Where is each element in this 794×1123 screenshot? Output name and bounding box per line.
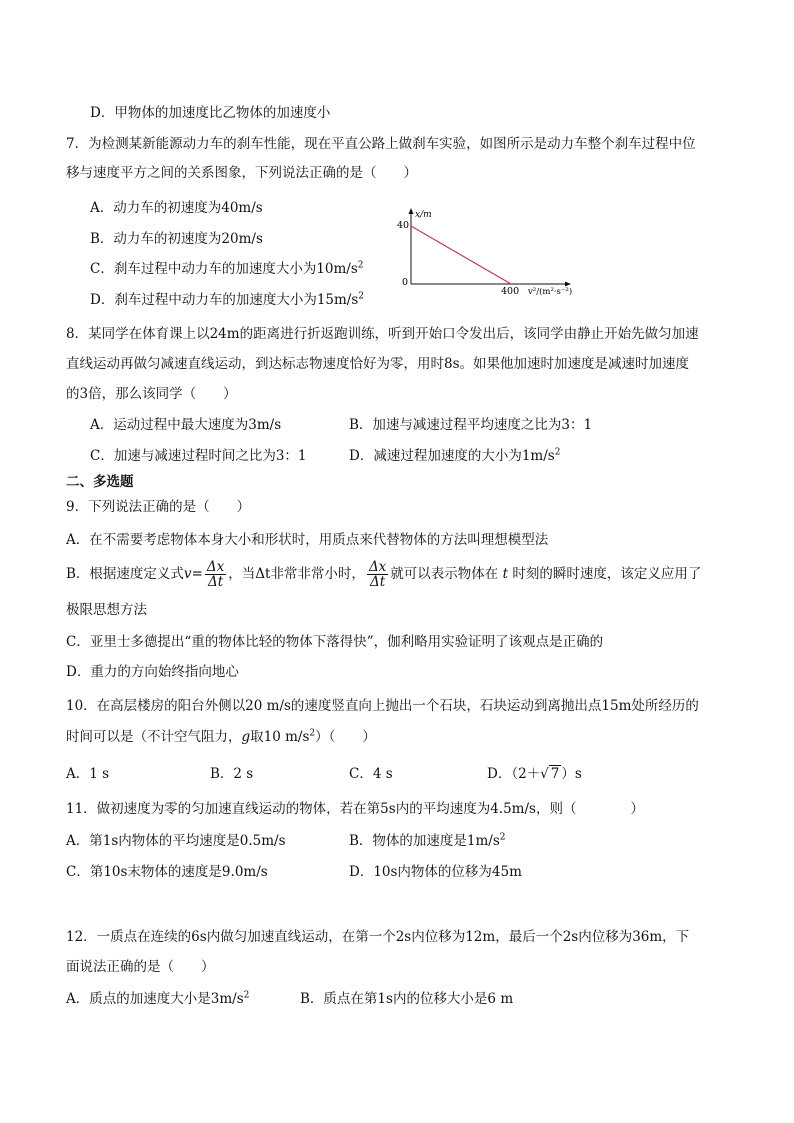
q11-stem: 11．做初速度为零的匀加速直线运动的物体，若在第5s内的平均速度为4.5m/s，则（ ） bbox=[66, 801, 644, 817]
y-axis-arrow bbox=[409, 208, 414, 214]
q11-option-b: B．物体的加速度是$1m/s^2$ bbox=[349, 832, 506, 849]
q10-option-c: C．4 s bbox=[349, 766, 393, 782]
q7-stem-line2: 移与速度平方之间的关系图象，下列说法正确的是（ ） bbox=[66, 165, 417, 181]
q9-option-b-line2: 极限思想方法 bbox=[66, 602, 147, 618]
q7-option-d: D．刹车过程中动力车的加速度大小为$15m/s^2$ bbox=[90, 291, 365, 308]
q10-stem-line2: 时间可以是（不计空气阻力，g取10 $m/s^2$）（ ） bbox=[66, 728, 376, 745]
q9-option-d: D．重力的方向始终指向地心 bbox=[66, 664, 239, 680]
x-tick-label: 400 bbox=[501, 286, 520, 297]
q8-stem-line1: 8．某同学在体育课上以24m的距离进行折返跑训练，听到开始口令发出后，该同学由静止开始先做匀加速 bbox=[66, 326, 699, 342]
q8-option-b: B．加速与减速过程平均速度之比为3：1 bbox=[349, 417, 593, 433]
q7-option-a: A．动力车的初速度为40m/s bbox=[90, 200, 263, 216]
q8-stem-line3: 的3倍，那么该同学（ ） bbox=[66, 386, 237, 402]
q9-option-c: C．亚里士多德提出“重的物体比轻的物体下落得快”，伽利略用实验证明了该观点是正确的 bbox=[66, 634, 604, 650]
q10-option-d: D．（2＋√ 7 ）s bbox=[487, 766, 582, 782]
q9-stem: 9．下列说法正确的是（ ） bbox=[66, 499, 251, 515]
q7-stem-line1: 7．为检测某新能源动力车的刹车性能，现在平直公路上做刹车实验，如图所示是动力车整个刹车过程中位 bbox=[66, 136, 696, 152]
instantaneous-velocity-fraction: $\frac{\Delta x}{\Delta t}$ bbox=[368, 559, 387, 590]
x-axis-arrow bbox=[565, 282, 571, 287]
q11-option-d: D．10s内物体的位移为45m bbox=[349, 864, 522, 880]
q8-option-c: C．加速与减速过程时间之比为3：1 bbox=[90, 448, 307, 464]
q10-stem-line1: 10．在高层楼房的阳台外侧以20 m/s的速度竖直向上抛出一个石块，石块运动到离抛出点15m处所经历的 bbox=[66, 698, 699, 714]
q12-stem-line2: 面说法正确的是（ ） bbox=[66, 959, 215, 975]
q7-option-c: C．刹车过程中动力车的加速度大小为$10m/s^2$ bbox=[90, 260, 364, 277]
x-axis-label: v²/(m²·s⁻²) bbox=[528, 287, 573, 297]
q8-stem-line2: 直线运动再做匀减速直线运动，到达标志物速度恰好为零，用时8s。如果他加速时加速度是减速时加速度 bbox=[66, 356, 690, 372]
q6-option-d: D．甲物体的加速度比乙物体的加速度小 bbox=[90, 105, 331, 121]
series-line bbox=[411, 226, 511, 284]
q10-option-b: B．2 s bbox=[210, 766, 254, 782]
q7-graph bbox=[395, 208, 595, 298]
q12-option-a: A．质点的加速度大小是$3m/s^2$ bbox=[66, 990, 250, 1007]
y-tick-label: 40 bbox=[397, 220, 410, 231]
q11-option-a: A．第1s内物体的平均速度是0.5m/s bbox=[66, 833, 286, 849]
q9-option-a: A．在不需要考虑物体本身大小和形状时，用质点来代替物体的方法叫理想模型法 bbox=[66, 532, 549, 548]
q12-option-b: B．质点在第1s内的位移大小是6 m bbox=[300, 991, 514, 1007]
q10-option-a: A．1 s bbox=[66, 766, 110, 782]
y-axis-label: x/m bbox=[415, 210, 432, 220]
q9-option-b: B．根据速度定义式v= $\frac{\Delta x}{\Delta t}$ ，当Δt非常非常小时， $\frac{\Delta x}{\Delta t}$ 就可以表示物体在 t 时刻的瞬时速度，该定义应用了 bbox=[66, 559, 702, 590]
q8-option-d: D．减速过程加速度的大小为$1m/s^2$ bbox=[349, 447, 561, 464]
velocity-definition-fraction: $\frac{\Delta x}{\Delta t}$ bbox=[206, 559, 225, 590]
origin-label: 0 bbox=[402, 277, 409, 288]
q7-option-b: B．动力车的初速度为20m/s bbox=[90, 231, 263, 247]
q11-option-c: C．第10s末物体的速度是9.0m/s bbox=[66, 864, 268, 880]
q8-option-a: A．运动过程中最大速度为3m/s bbox=[90, 417, 282, 433]
section-title-multiple-choice: 二、多选题 bbox=[66, 474, 134, 490]
q12-stem-line1: 12．一质点在连续的6s内做匀加速直线运动，在第一个2s内位移为12m，最后一个2s内位移为36m，下 bbox=[66, 929, 690, 945]
